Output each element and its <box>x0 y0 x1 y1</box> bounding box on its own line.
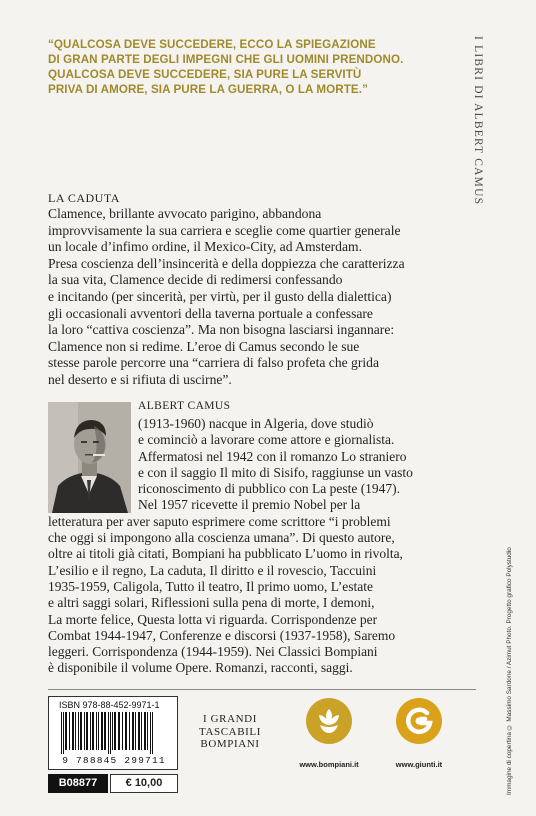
bompiani-logo <box>284 698 374 772</box>
bio-line: Combat 1944-1947, Conferenze e discorsi (1937-1958), Saremo <box>48 628 396 643</box>
giunti-url[interactable]: www.giunti.it <box>395 760 443 769</box>
barcode-bar <box>110 712 111 754</box>
barcode-bar <box>80 712 82 750</box>
barcode-bar <box>141 712 142 750</box>
synopsis-line: Clamence non si redime. L’eroe di Camus secondo le sue <box>48 338 360 354</box>
barcode-bar <box>152 712 153 754</box>
bio-line: La morte felice, Questa lotta vi riguarda. Corrispondenze per <box>48 612 378 627</box>
bompiani-circle <box>306 698 352 744</box>
synopsis-line: stesse parole percorre una “carriera di falso profeta che grida <box>48 355 379 371</box>
barcode-bar <box>75 712 76 750</box>
bio-line: è disponibile il volume Opere. Romanzi, racconti, saggi. <box>48 660 353 675</box>
author-name: ALBERT CAMUS <box>138 400 231 412</box>
bio-line: letteratura per aver saputo esprimere come scrittore “i problemi <box>48 514 391 529</box>
bio-line: leggeri. Corrispondenza (1944-1959). Nei Classici Bompiani <box>48 644 378 659</box>
barcode-bar <box>147 712 148 750</box>
bio-line: e con il saggio Il mito di Sisifo, raggiunse un vasto <box>138 465 413 480</box>
cover-quote <box>48 37 468 97</box>
bio-line: Affermatosi nel 1942 con il romanzo Lo straniero <box>138 449 407 464</box>
barcode-bar <box>138 712 140 750</box>
footer-divider <box>48 689 476 690</box>
series-spine-label: I LIBRI DI ALBERT CAMUS <box>472 36 484 206</box>
barcode-bar <box>108 712 109 754</box>
quote-line: DI GRAN PARTE DEGLI IMPEGNI CHE GLI UOMINI PRENDONO. <box>48 53 404 66</box>
synopsis-title: LA CADUTA <box>48 191 120 205</box>
barcode-bar <box>86 712 88 750</box>
barcode-bar <box>118 712 120 750</box>
barcode-bar <box>114 712 116 750</box>
barcode-bar <box>98 712 99 750</box>
barcode-bar <box>144 712 146 750</box>
synopsis-line: la loro “cattiva coscienza”. Ma non bisogna lasciarsi ingannare: <box>48 322 395 338</box>
barcode-bars <box>59 712 169 754</box>
product-code: B08877 <box>48 774 108 793</box>
synopsis-text <box>48 206 468 389</box>
swirl-icon <box>396 698 442 744</box>
synopsis-line: Presa coscienza dell’insincerità e della doppiezza che caratterizza <box>48 255 405 271</box>
barcode-bar <box>122 712 123 750</box>
series-line: BOMPIANI <box>200 738 260 750</box>
quote-line: PRIVA DI AMORE, SIA PURE LA GUERRA, O LA MORTE.” <box>48 83 368 96</box>
barcode-bar <box>96 712 97 750</box>
bio-line: 1935-1959, Caligola, Tutto il teatro, Il primo uomo, L’estate <box>48 579 373 594</box>
bio-line: riconoscimento di pubblico con La peste (1947). <box>138 481 401 496</box>
giunti-logo <box>374 698 464 772</box>
author-photo <box>48 402 131 513</box>
bio-line: e altri saggi solari, Riflessioni sulla pena di morte, I demoni, <box>48 595 375 610</box>
bio-line: L’esilio e il regno, La caduta, Il diritto e il rovescio, Taccuini <box>48 563 377 578</box>
barcode-bar <box>112 712 113 750</box>
bio-line: oltre ai titoli già citati, Bompiani ha pubblicato L’uomo in rivolta, <box>48 546 403 561</box>
barcode-bar <box>72 712 74 750</box>
barcode-bar <box>150 712 151 754</box>
barcode-bar <box>125 712 127 750</box>
synopsis-line: gli occasionali avventori della taverna portuale a confessare <box>48 305 373 321</box>
bio-line: che oggi si impongono alla coscienza umana”. Di questo autore, <box>48 530 395 545</box>
barcode-bar <box>104 712 106 750</box>
barcode-bar <box>84 712 85 750</box>
flower-icon <box>306 698 352 744</box>
synopsis-line: e incitando (per sincerità, per virtù, per il gusto della dialettica) <box>48 288 392 304</box>
quote-line: “QUALCOSA DEVE SUCCEDERE, ECCO LA SPIEGAZIONE <box>48 38 376 51</box>
barcode-bar <box>92 712 94 750</box>
quote-line: QUALCOSA DEVE SUCCEDERE, SIA PURE LA SERVITÙ <box>48 68 362 81</box>
bio-line: e cominciò a lavorare come attore e giornalista. <box>138 432 395 447</box>
barcode-bar <box>61 712 62 754</box>
synopsis-line: Clamence, brillante avvocato parigino, abbandona <box>48 206 322 221</box>
synopsis-line: nel deserto e si rifiuta di uscirne”. <box>48 371 232 387</box>
series-line: TASCABILI <box>199 725 261 738</box>
barcode-bar <box>129 712 130 750</box>
barcode-bar <box>135 712 136 750</box>
barcode-bar <box>90 712 91 750</box>
giunti-circle <box>396 698 442 744</box>
barcode-box <box>48 696 178 770</box>
bio-line: Nel 1957 ricevette il premio Nobel per la <box>138 497 361 512</box>
synopsis-line: un locale d’infimo ordine, il Mexico-City, ad Amsterdam. <box>48 239 362 255</box>
price-label: € 10,00 <box>110 774 178 793</box>
barcode-bar <box>101 712 103 750</box>
bompiani-url[interactable]: www.bompiani.it <box>299 760 359 769</box>
series-line: I GRANDI <box>203 713 257 725</box>
barcode-digits: 9 788845 299711 <box>62 755 166 766</box>
barcode-bar <box>78 712 79 750</box>
barcode-bar <box>69 712 70 750</box>
synopsis-line: la sua vita, Clamence decide di redimersi confessando <box>48 272 343 288</box>
barcode-bar <box>132 712 134 750</box>
isbn-label: ISBN 978-88-452-9971-1 <box>59 700 160 710</box>
bio-line: (1913-1960) nacque in Algeria, dove studiò <box>138 416 374 431</box>
barcode-bar <box>63 712 64 754</box>
image-credits: Immagine di copertina © Massimo Sardone / Azimut Photo. Progetto grafico Polystudio <box>506 547 513 795</box>
synopsis-line: improvvisamente la sua carriera e sceglie come quartier generale <box>48 222 401 238</box>
barcode-bar <box>65 712 67 750</box>
series-name <box>190 713 270 751</box>
